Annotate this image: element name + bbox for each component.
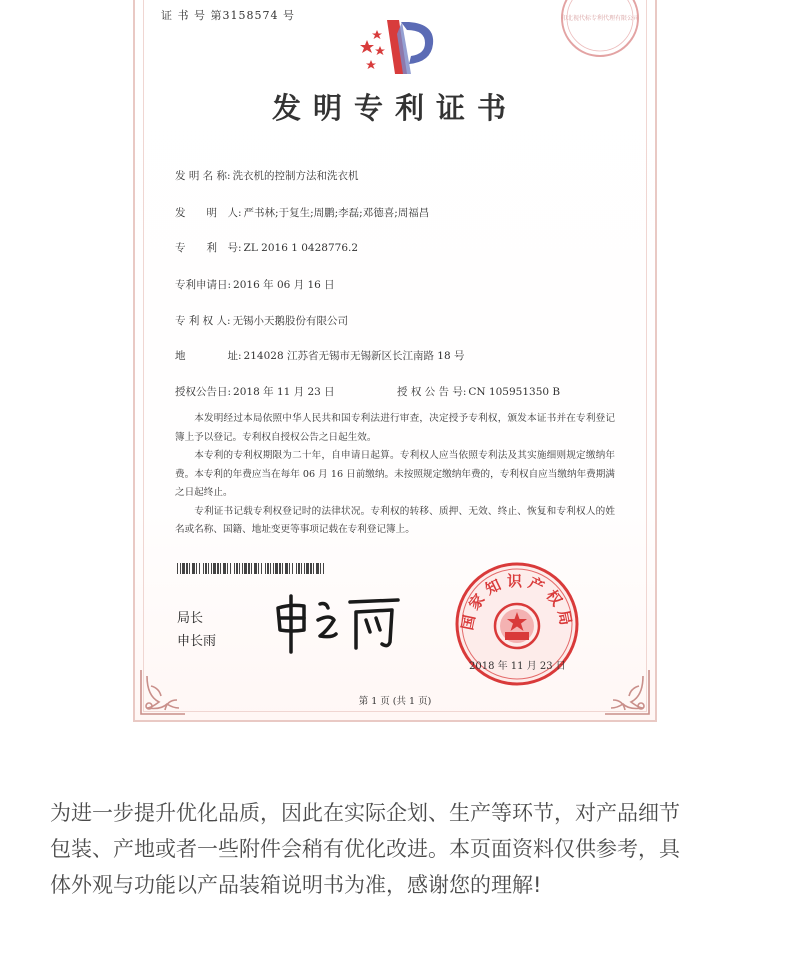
signature-icon (270, 590, 410, 660)
corner-ornament-icon (601, 666, 653, 718)
field-value: CN 105951350 B (468, 386, 561, 398)
signer-title: 局长 (177, 611, 204, 626)
body-paragraph: 专利证书记载专利权登记时的法律状况。专利权的转移、质押、无效、终止、恢复和专利权人的姓名或名称、国籍、地址变更等事项记载在专利登记簿上。 (175, 505, 615, 535)
certificate-body (175, 410, 615, 540)
seal-date: 2018 年 11 月 23 日 (469, 661, 566, 672)
disclaimer-notice (50, 795, 750, 903)
field-value: 2018 年 11 月 23 日 (233, 386, 335, 398)
field-label: 专 利 权 人: (175, 315, 231, 327)
field-label: 授权公告日: (175, 386, 232, 398)
seal-text: 国家知识产权局 (458, 572, 576, 632)
field-patent-number (175, 240, 358, 255)
field-address (175, 348, 465, 363)
agency-seal-text: 印北视代标专利代理有限公司 (560, 15, 640, 22)
patent-certificate (133, 0, 657, 722)
field-value: 洗衣机的控制方法和洗衣机 (232, 170, 359, 182)
barcode-icon (177, 563, 327, 574)
notice-line: 为进一步提升优化品质，因此在实际企划、生产等环节，对产品细节 (50, 801, 680, 825)
notice-line: 包装、产地或者一些附件会稍有优化改进。本页面资料仅供参考，具 (50, 837, 680, 861)
field-inventors (175, 205, 429, 220)
corner-ornament-icon (137, 666, 189, 718)
field-label: 专 利 号: (175, 242, 242, 254)
field-grant-number (397, 384, 560, 399)
field-invention-name (175, 168, 359, 183)
field-label: 发 明 名 称: (175, 170, 231, 182)
agency-seal (559, 0, 641, 62)
field-label: 地 址: (175, 350, 242, 362)
field-value: 严书林;于复生;周鹏;李磊;邓德喜;周福昌 (243, 207, 430, 219)
field-value: 2016 年 06 月 16 日 (233, 279, 335, 291)
field-value: 无锡小天鹅股份有限公司 (232, 315, 349, 327)
signer-name: 申长雨 (177, 634, 217, 649)
field-patentee (175, 313, 348, 328)
field-label: 授 权 公 告 号: (397, 386, 467, 398)
field-label: 发 明 人: (175, 207, 242, 219)
page-number: 第 1 页 (共 1 页) (358, 696, 432, 707)
field-label: 专利申请日: (175, 279, 232, 291)
notice-line: 体外观与功能以产品装箱说明书为准，感谢您的理解! (50, 873, 542, 897)
certificate-title: 发明专利证书 (271, 91, 518, 125)
cnipa-logo-icon (347, 10, 443, 82)
body-paragraph: 本专利的专利权期限为二十年，自申请日起算。专利权人应当依照专利法及其实施细则规定缴纳年费。本专利的年费应当在每年 06 月 16 日前缴纳。未按照规定缴纳年费的，专利权自应当缴纳年费期满之日起终止。 (175, 450, 615, 498)
field-grant-date (175, 384, 335, 399)
field-application-date (175, 277, 335, 292)
field-value: 214028 江苏省无锡市无锡新区长江南路 18 号 (243, 350, 465, 362)
certificate-number: 证 书 号 第3158574 号 (161, 9, 295, 22)
field-value: ZL 2016 1 0428776.2 (243, 242, 359, 254)
body-paragraph: 本发明经过本局依照中华人民共和国专利法进行审查，决定授予专利权，颁发本证书并在专利登记簿上予以登记。专利权自授权公告之日起生效。 (175, 413, 615, 443)
